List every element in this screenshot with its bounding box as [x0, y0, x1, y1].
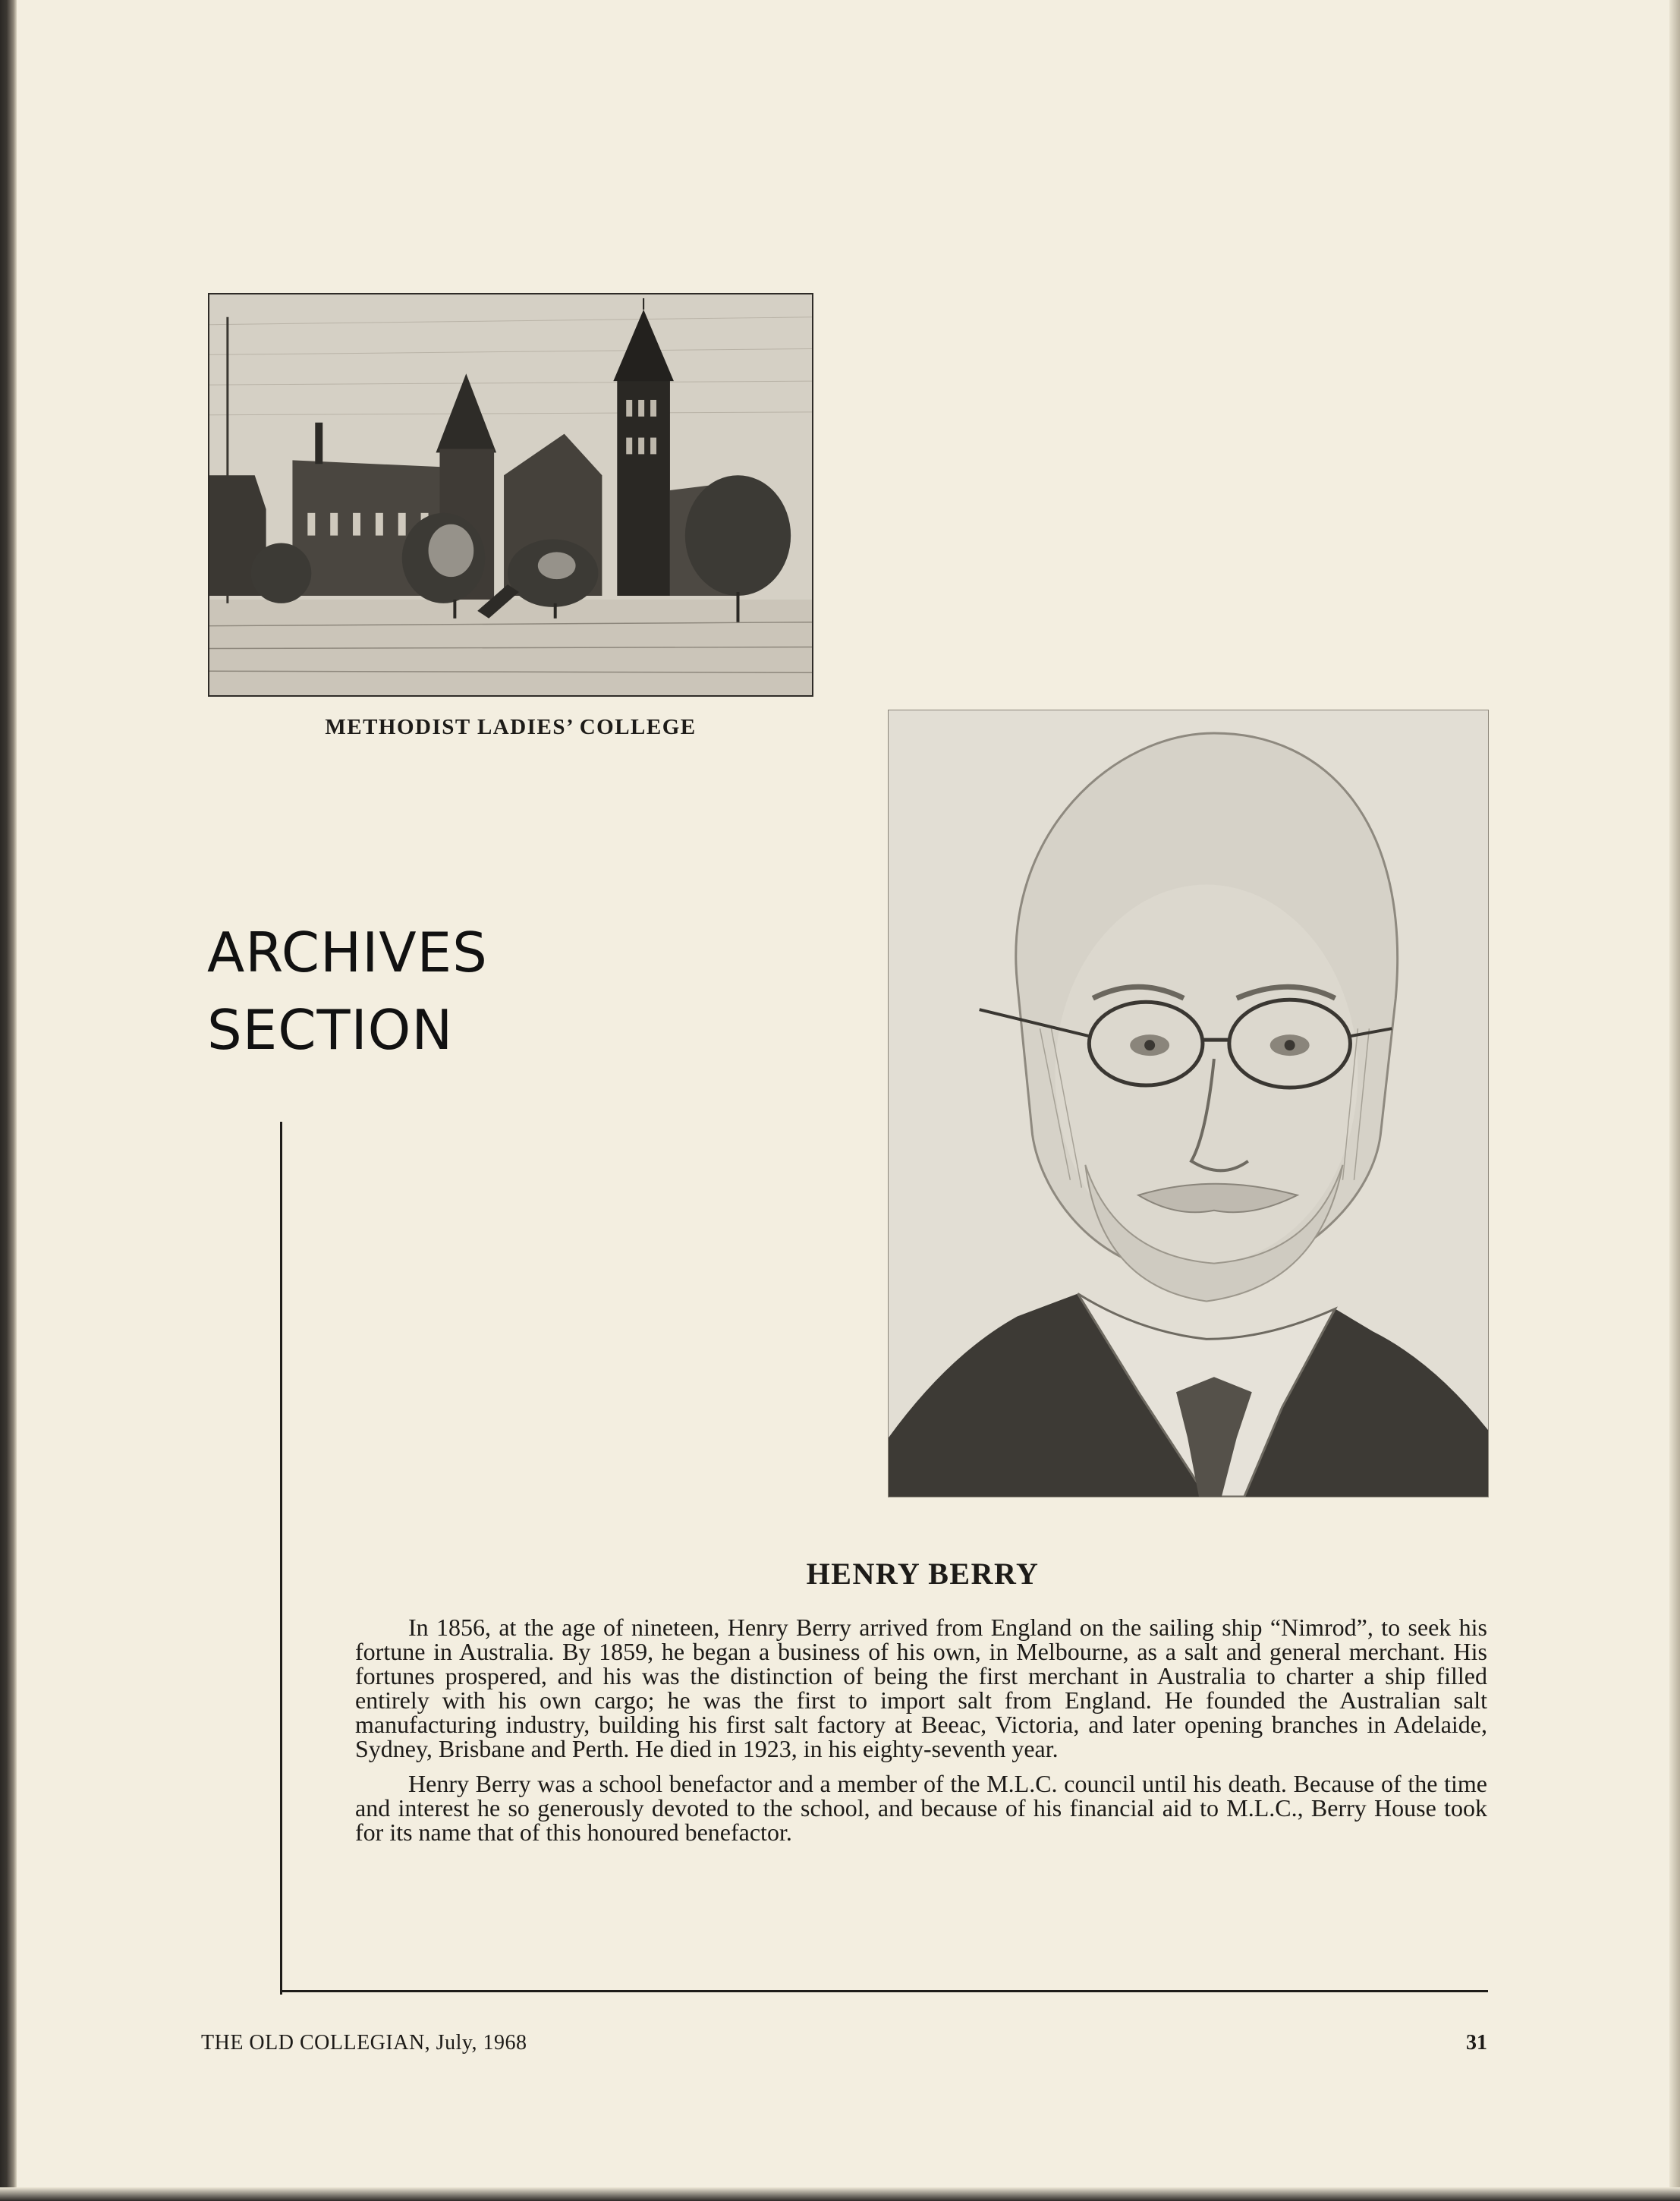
college-building-image — [208, 293, 813, 697]
section-title-line-2: SECTION — [207, 998, 454, 1062]
article-paragraph: Henry Berry was a school benefactor and a member of the M.L.C. council until his death. Because of the time and interest he so generously devoted to the school, and because of his financial aid to M.L.C., Berry House took for its name that of this honoured benefactor. — [355, 1770, 1487, 1846]
page-edge-right — [1669, 0, 1680, 2201]
horizontal-rule — [280, 1990, 1488, 1992]
page-number: 31 — [1466, 2031, 1487, 2055]
henry-berry-portrait-image — [888, 710, 1489, 1497]
publication-footer: THE OLD COLLEGIAN, July, 1968 — [201, 2031, 527, 2055]
article-heading: HENRY BERRY — [806, 1557, 1040, 1591]
article-paragraph: In 1856, at the age of nineteen, Henry Berry arrived from England on the sailing ship “Nimrod”, to seek his fortune in Australia. By 1859, he began a business of his own, in Melbourne, as a salt and general merchant. His fortunes prospered, and his was the distinction of being the first merchant in Australia to charter a ship filled entirely with his own cargo; he was the first to import salt from England. He founded the Australian salt manufacturing industry, building his first salt factory at Beeac, Victoria, and later opening branches in Adelaide, Sydney, Brisbane and Perth. He died in 1923, in his eighty-seventh year. — [355, 1614, 1487, 1762]
college-image-caption: METHODIST LADIES’ COLLEGE — [325, 715, 697, 739]
vertical-rule — [280, 1122, 282, 1995]
section-title — [207, 914, 488, 1069]
book-spine-shadow — [0, 0, 17, 2201]
article-body — [355, 1615, 1487, 1855]
section-title-line-1: ARCHIVES — [207, 921, 488, 984]
page-edge-bottom — [0, 2187, 1680, 2201]
